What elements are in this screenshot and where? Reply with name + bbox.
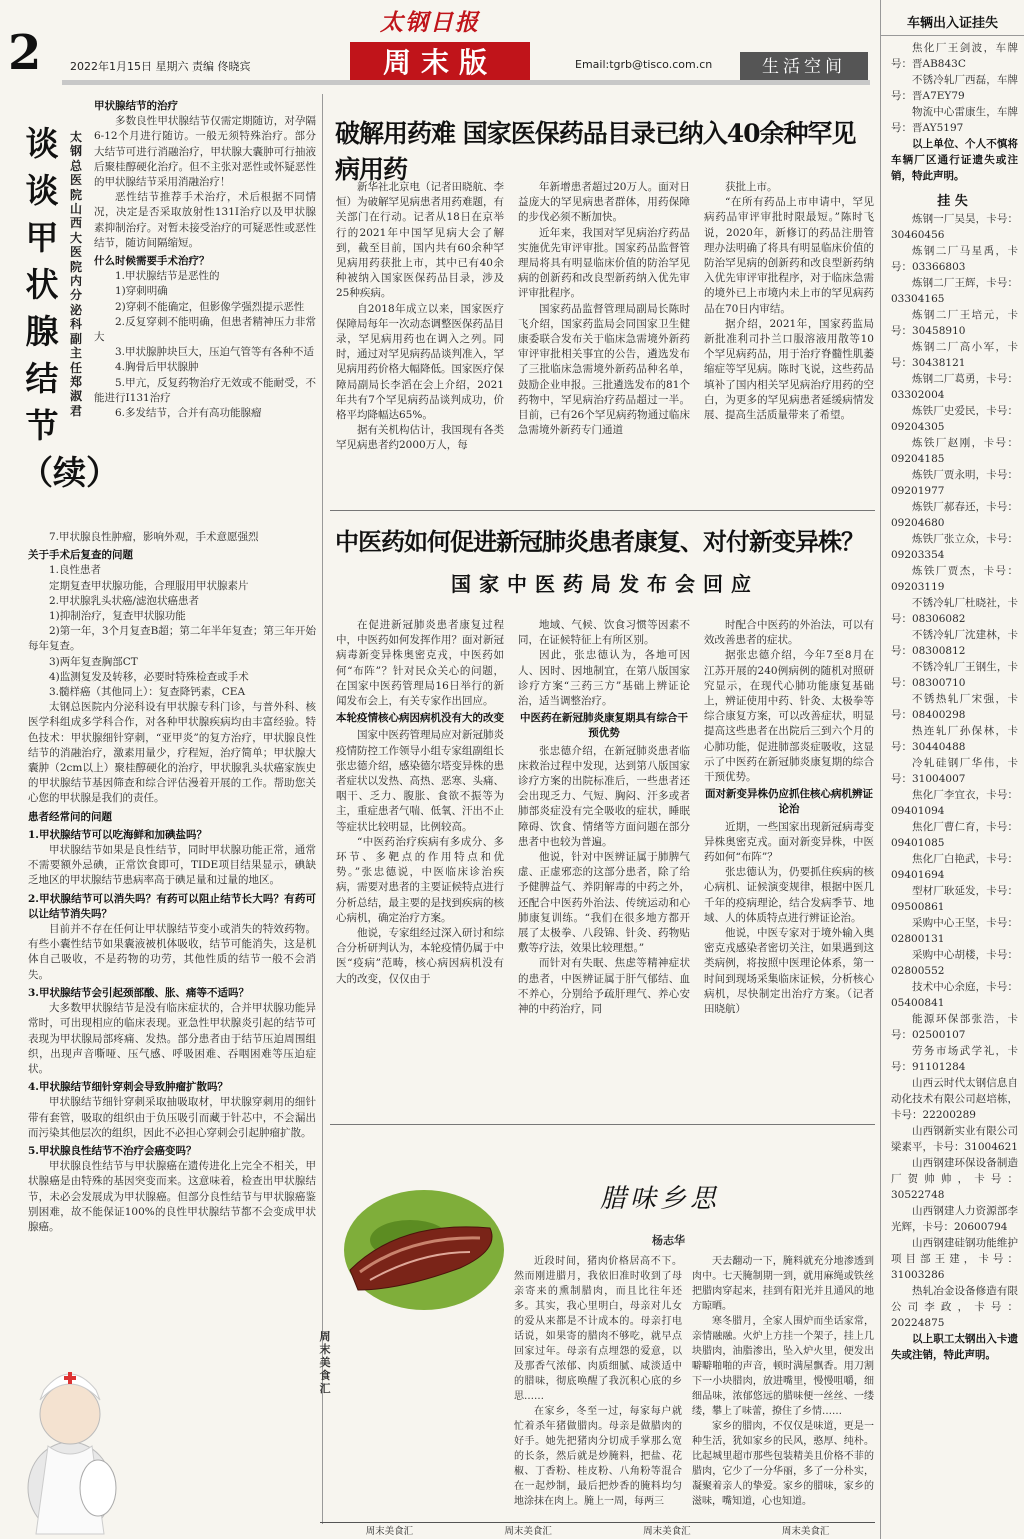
paragraph: 3)两年复查胸部CT xyxy=(49,655,138,668)
subheading: 2.甲状腺结节可以消失吗？有药可以阻止结节长大吗？有药可以让结节消失吗？ xyxy=(28,892,316,920)
card-notice-title: 挂 失 xyxy=(937,194,968,209)
paragraph: 年新增患者超过20万人。面对日益庞大的罕见病患者群体，用药保障的步伐必须不断加快。 xyxy=(518,181,690,224)
article1-col3 xyxy=(704,180,874,423)
cured-meat-image xyxy=(340,1140,508,1322)
notice-item: 炼铁厂贾永明，卡号：09201977 xyxy=(891,469,1018,497)
page-footer xyxy=(320,1522,875,1536)
notice-column xyxy=(880,0,1024,1539)
paragraph: 目前并不存在任何让甲状腺结节变小或消失的特效药物。有些小囊性结节如果囊液被机体吸收，结节可能消失，这是机体自己吸收，不是药物的功劳，其他性质的结节一般不会消失。 xyxy=(28,923,316,981)
notice-item: 焦化厂白艳武，卡号：09401694 xyxy=(891,853,1018,881)
notice-item: 物流中心雷康生，车牌号：晋AY5197 xyxy=(891,106,1018,134)
paragraph: 多数良性甲状腺结节仅需定期随访，对孕隔6-12个月进行随访。一般无须特殊治疗。部分大结节可进行消融治疗，甲状腺大囊肿可行抽液后聚桂醇硬化治疗。但不主张对恶性或怀疑恶性的甲状腺结节采用消融治疗！ xyxy=(94,115,316,189)
subheading: 中医药在新冠肺炎康复期具有综合干预优势 xyxy=(520,712,688,740)
essay-col1 xyxy=(514,1254,682,1509)
paragraph: 2)第一年，3个月复查B超；第二年半年复查；第三年开始每年复查。 xyxy=(28,625,316,653)
left-article-part1 xyxy=(94,96,316,421)
header-rule xyxy=(62,80,870,85)
notice-item: 炼钢二厂葛勇，卡号：03302004 xyxy=(891,373,1018,401)
article2-headline: 中医药如何促进新冠肺炎患者康复、对付新变异株？ xyxy=(335,527,864,556)
paragraph: 4.胸骨后甲状腺肿 xyxy=(115,361,199,374)
newspaper-logo-text: 太钢日报 xyxy=(380,9,480,36)
article2-subhead: 国家中医药局发布会回应 xyxy=(451,572,759,596)
paragraph: 天去翻动一下，腌料就充分地渗透到肉中。七天腌制期一到，就用麻绳或铁丝把腊肉穿起来，挂到有阳光并且通风的地方晾晒。 xyxy=(692,1256,874,1312)
paragraph: 3.髓样癌（其他同上）：复查降钙素，CEA xyxy=(49,686,246,699)
subheading: 本轮疫情核心病因病机没有大的改变 xyxy=(336,712,504,725)
notice-item: 技术中心余庭，卡号：05400841 xyxy=(891,981,1018,1009)
paragraph: 7.甲状腺良性肿瘤，影响外观，手术意愿强烈 xyxy=(49,531,259,543)
notice-item: 不锈冷轧厂王钢生，卡号：08300710 xyxy=(891,661,1018,689)
paragraph: 家乡的腊肉，不仅仅是味道，更是一种生活，犹如家乡的民风，憨厚、纯朴。比起城里超市那些包装精美且价格不菲的腊肉，它少了一分华丽，多了一分朴实，凝聚着亲人的挚爱。家乡的腊味，家乡的滋味，嘴知道，心也知道。 xyxy=(692,1421,874,1507)
page-number: 2 xyxy=(8,25,42,81)
paragraph: 近段时间，猪肉价格居高不下。然而刚进腊月，我依旧准时收到了母亲寄来的熏制腊肉，而且比往年还多。其实，我心里明白，母亲对儿女的爱从来都是不计成本的。母亲打电话说，如果寄的腊肉不够吃，就早点回家过年。母亲有点埋怨的爱意，以及那香气浓郁、肉质细腻、咸淡适中的腊味，彻底唤醒了我沉积心底的乡思…… xyxy=(514,1256,682,1402)
notice-item: 炼钢二厂王辉，卡号：03304165 xyxy=(891,277,1018,305)
subheading: 什么时候需要手术治疗？ xyxy=(94,255,210,268)
subheading: 甲状腺结节的治疗 xyxy=(94,100,178,112)
footer-item: 周末美食汇 xyxy=(781,1526,830,1537)
card-notice-list xyxy=(881,211,1024,1331)
paragraph: 甲状腺良性结节与甲状腺癌在遗传进化上完全不相关，甲状腺癌是由特殊的基因突变而来。这意味着，检查出甲状腺结节，未必会发展成为甲状腺癌。但部分良性结节与甲状腺癌鉴别困难，故不能保证100%的良性甲状腺结节都不会变成甲状腺癌。 xyxy=(28,1160,316,1233)
paragraph: 新华社北京电（记者田晓航、李恒）为破解罕见病患者用药难题，有关部门在行动。记者从18日在京举行的2021年中国罕见病大会了解到，截至目前，国内共有60余种罕见病用药获批上市，其中已有40余种被纳入国家医保药品目录，涉及25种疾病。 xyxy=(336,181,504,300)
notice-item: 炼铁厂贾杰，卡号：09203119 xyxy=(891,565,1018,593)
paragraph: 自2018年成立以来，国家医疗保障局每年一次动态调整医保药品目录，罕见病用药也在调入之列。同时，通过对罕见病药品谈判准入，罕见病用药价格大幅降低。国家医疗保障局副局长李滔在会上介绍，2021年共有7个罕见病药品谈判成功，价格平均降幅达65%。 xyxy=(336,302,504,422)
article2-col3 xyxy=(704,618,874,1017)
paragraph: 恶性结节推荐手术治疗，术后根据不同情况，决定是否采取放射性131I治疗以及甲状腺素抑制治疗。对暂未接受治疗的可疑恶性或恶性结节，随访间隔缩短。 xyxy=(94,191,316,249)
essay-title: 腊味乡思 xyxy=(600,1184,721,1214)
essay-side-label: 周末美食汇 xyxy=(319,1330,331,1395)
notice-item: 炼钢二厂高小军，卡号：30438121 xyxy=(891,341,1018,369)
essay-author: 杨志华 xyxy=(652,1234,685,1247)
notice-item: 山西云时代太钢信息自动化技术有限公司赵培栋，卡号：22200289 xyxy=(891,1077,1018,1121)
paragraph: 1.甲状腺结节是恶性的 xyxy=(115,270,220,283)
paragraph: 大多数甲状腺结节是没有临床症状的，合并甲状腺功能异常时，可出现相应的临床表现。亚急性甲状腺炎引起的结节可表现为甲状腺局部疼痛、发热。部分患者由于结节压迫周围组织，出现声音嘶哑、压气感、呼吸困难、吞咽困难等压迫症状。 xyxy=(28,1002,316,1075)
paragraph: 国家药品监督管理局副局长陈时飞介绍，国家药监局会同国家卫生健康委联合发布关于临床急需境外新药审评审批相关事宜的公告，遴选发布了三批临床急需境外新药品种名单，鼓励企业申报。三批遴选发布的81个药物中，罕见病治疗药品超过一半。目前，已有26个罕见病药物通过临床急需境外新药专门通道 xyxy=(518,302,690,437)
article2-col1 xyxy=(336,618,504,987)
paragraph: 甲状腺结节细针穿刺采取抽吸取材，甲状腺穿刺用的细针带有套管，吸取的组织由于负压吸引而藏于针芯中，不会漏出而污染其他层次的组织，因此不必担心穿刺会引起肿瘤扩散。 xyxy=(28,1096,316,1139)
paragraph: 他说，专家组经过深入研讨和综合分析研判认为，本轮疫情仍属于中医“疫病”范畴，核心病因病机没有大的改变，仅仅由于 xyxy=(336,927,504,985)
notice-item: 山西钢新实业有限公司梁素平，卡号：31004621 xyxy=(891,1125,1018,1153)
paragraph: 国家中医药管理局应对新冠肺炎疫情防控工作领导小组专家组副组长张忠德介绍，感染德尔塔变异株的患者症状以发热、高热、恶寒、头痛、咽干、乏力、腹胀、食欲不振等为主，重症患者气喘、低氧、汗出不止等症状比较明显，比例较高。 xyxy=(336,729,504,833)
article-separator xyxy=(330,1124,875,1125)
footer-item: 周末美食汇 xyxy=(365,1526,414,1537)
paragraph: 因此，张忠德认为，各地可因人、因时、因地制宜，在第八版国家诊疗方案“三药三方”基础上辨证论治，适当调整治疗。 xyxy=(518,649,690,708)
notice-item: 炼钢二厂马星禹，卡号：03366803 xyxy=(891,245,1018,273)
article1-col1 xyxy=(336,180,504,454)
article-separator xyxy=(330,510,875,511)
paragraph: “在所有药品上市申请中，罕见病药品审评审批时限最短。”陈时飞说，2020年，新修订的药品注册管理办法明确了将具有明显临床价值的防治罕见病的创新药和改良型新药纳入优先审评审批程序，对于临床急需的境外已上市境内未上市的罕见病药品在70日内审结。 xyxy=(704,196,874,315)
paragraph: 3.甲状腺肿块巨大，压迫气管等有各种不适 xyxy=(115,346,315,359)
paragraph: 他说，中医专家对于境外输入奥密克戎感染者密切关注，如果遇到这类病例，将按照中医理论体系，第一时间到现场采集临床证候，分析核心病机，尽快制定出治疗方案。（记者 田晓航） xyxy=(704,927,874,1016)
email-address: Email:tgrb@tisco.com.cn xyxy=(575,58,713,71)
paragraph: 6.多发结节，合并有高功能腺瘤 xyxy=(115,407,262,420)
paragraph: 在家乡，冬至一过，每家每户就忙着杀年猪做腊肉。母亲是做腊肉的好手。她先把猪肉分切成手掌那么宽的长条，然后就是炒腌料，把盐、花椒、丁香粉、桂皮粉、八角粉等混合在一起炒制，最后把炒香的腌料均匀地涂抹在肉上。腌上一周，每两三 xyxy=(514,1406,682,1507)
notice-item: 能源环保部张浩，卡号：02500107 xyxy=(891,1013,1018,1041)
paragraph: “中医药治疗疾病有多成分、多环节、多靶点的作用特点和优势。”张忠德说，中医临床诊治疾病，需要对患者的主要证候特点进行分析总结，最主要的是找到疾病的核心病机，确定治疗方案。 xyxy=(336,835,504,924)
paragraph: 1)穿刺明确 xyxy=(115,285,168,298)
paragraph: 寒冬腊月，全家人围炉而坐话家常，亲情融融。火炉上方挂一个架子，挂上几块腊肉，油脂渗出，坠入炉火里，便发出噼噼啪啪的声音，顿时满屋飘香。用刀割下一小块腊肉，放进嘴里，慢慢咀嚼，细细品味，浓郁悠远的腊味便一丝丝、一缕缕，攀上了味蕾，撩住了乡情…… xyxy=(692,1316,874,1417)
subheading: 关于手术后复查的问题 xyxy=(28,549,133,562)
vehicle-notice-statement: 以上单位、个人不慎将车辆厂区通行证遗失或注销，特此声明。 xyxy=(891,138,1018,182)
notice-item: 冷轧硅钢厂华伟，卡号：31004007 xyxy=(891,757,1018,785)
article1-col2 xyxy=(518,180,690,438)
left-article-part2 xyxy=(28,530,316,1235)
notice-item: 型材厂耿延发，卡号：09500861 xyxy=(891,885,1018,913)
paragraph: 定期复查甲状腺功能，合理服用甲状腺素片 xyxy=(49,579,249,592)
notice-item: 热连轧厂孙保林，卡号：30440488 xyxy=(891,725,1018,753)
paragraph: 获批上市。 xyxy=(725,181,778,193)
notice-item: 山西钢建硅钢功能维护项目部王建，卡号：31003286 xyxy=(891,1237,1018,1281)
notice-item: 不锈冷轧厂沈建林，卡号：08300812 xyxy=(891,629,1018,657)
paragraph: 他说，针对中医辨证属于肺脾气虚、正虚邪恋的这部分患者，除了给予健脾益气、养阴解毒的中药之外，还配合中医药外治法、传统运动和心肺康复训练。“我们在很多地方都开展了太极拳、八段锦、针灸、药物贴敷等疗法，效果比较理想。” xyxy=(518,851,690,955)
notice-item: 炼铁厂郝春还，卡号：09204680 xyxy=(891,501,1018,529)
paragraph: 4)监测复发及转移，必要时特殊检查或手术 xyxy=(49,670,249,683)
notice-item: 焦化厂曹仁育，卡号：09401085 xyxy=(891,821,1018,849)
left-article-author: 太钢总医院山西大医院内分泌科副主任 郑淑君 xyxy=(69,130,82,418)
footer-item: 周末美食汇 xyxy=(643,1526,691,1537)
paragraph: 张忠德介绍，在新冠肺炎患者临床救治过程中发现，达到第八版国家诊疗方案的出院标准后，一些患者还会出现乏力、气短、胸闷、汗多或者肺部炎症没有完全吸收的症状，睡眠障碍、饮食、情绪等方面问题在部分患者中也较为普遍。 xyxy=(518,744,690,848)
subheading: 5.甲状腺良性结节不治疗会癌变吗？ xyxy=(28,1144,197,1157)
notice-item: 山西钢建环保设备制造厂贺帅帅，卡号：30522748 xyxy=(891,1157,1018,1201)
subheading: 3.甲状腺结节会引起颈部酸、胀、痛等不适吗？ xyxy=(28,986,249,999)
vehicle-notice-title: 车辆出入证挂失 xyxy=(881,12,1024,36)
paragraph: 近年来，我国对罕见病治疗药品实施优先审评审批。国家药品监督管理局将具有明显临床价值的防治罕见病的创新药和改良型新药纳入优先审评审批程序。 xyxy=(518,226,690,300)
paragraph: 在促进新冠肺炎患者康复过程中，中医药如何发挥作用？面对新冠病毒新变异株奥密克戎，中医药如何“布阵”？针对民众关心的问题，在国家中医药管理局16日举行的新闻发布会上，有关专家作出回应。 xyxy=(336,619,504,708)
paragraph: 1)抑制治疗，复查甲状腺功能 xyxy=(49,610,186,623)
subheading: 面对新变异株仍应抓住核心病机辨证论治 xyxy=(705,788,873,816)
notice-item: 炼铁厂史爱民，卡号：09204305 xyxy=(891,405,1018,433)
paragraph: 近期，一些国家出现新冠病毒变异株奥密克戎。面对新变异株，中医药如何“布阵”？ xyxy=(704,820,874,864)
paragraph: 2.甲状腺乳头状癌/滤泡状癌患者 xyxy=(49,594,200,607)
paragraph: 据介绍，2021年，国家药监局新批准利司扑兰口服溶液用散等10个罕见病药品，用于治疗脊髓性肌萎缩症等罕见病。陈时飞说，这些药品填补了国内相关罕见病治疗用药的空白，为更多的罕见病患者延缓病情发展、提高生活质量带来了希望。 xyxy=(704,317,874,422)
paragraph: 地域、气候、饮食习惯等因素不同，在证候特征上有所区别。 xyxy=(518,619,690,647)
paragraph: 张忠德认为，仍要抓住疾病的核心病机、证候演变规律，根据中医几千年的疫病理论，结合发病季节、地域、人的体质特点进行辨证论治。 xyxy=(704,866,874,924)
left-article-title: 谈谈甲状腺结节（续） xyxy=(20,124,119,492)
card-notice-statement: 以上职工太钢出入卡遗失或注销，特此声明。 xyxy=(891,1333,1018,1361)
notice-item: 采购中心胡楼，卡号：02800552 xyxy=(891,949,1018,977)
notice-item: 炼钢一厂吴昊，卡号：30460456 xyxy=(891,213,1018,241)
paragraph: 太钢总医院内分泌科设有甲状腺专科门诊，与普外科、核医学科组成多学科合作，对各种甲状腺疾病均由丰富经验。特色技术：甲状腺细针穿刺，“亚甲炎”的复方治疗，甲状腺良性结节的消融治疗，激素用量少，疗程短，治疗简单；甲状腺大囊肿（2cm以上）聚桂醇硬化的治疗，甲状腺乳头状癌家族史的甲状腺结节基因筛查和综合评估漫着开展的工作。帮助您关心您的甲状腺是我们的责任。 xyxy=(28,701,316,805)
vehicle-notice-list xyxy=(881,40,1024,136)
subheading: 1.甲状腺结节可以吃海鲜和加碘盐吗？ xyxy=(28,828,207,841)
notice-item: 焦化厂王剑波，车牌号：晋AB843C xyxy=(891,42,1018,70)
paragraph: 2)穿刺不能确定，但影像学强烈提示恶性 xyxy=(115,300,305,313)
article1-headline: 破解用药难 国家医保药品目录已纳入40余种罕见病用药 xyxy=(335,119,856,184)
notice-item: 劳务市场武学礼，卡号：91101284 xyxy=(891,1045,1018,1073)
paragraph: 1.良性患者 xyxy=(49,564,102,577)
notice-item: 山西钢建人力资源部李光辉，卡号：20600794 xyxy=(891,1205,1018,1233)
essay-col2 xyxy=(692,1254,874,1509)
column-divider xyxy=(322,94,323,1524)
notice-item: 热轧冶金设备修造有限公司李政，卡号：20224875 xyxy=(891,1285,1018,1329)
footer-item: 周末美食汇 xyxy=(504,1526,552,1537)
subheading: 患者经常问的问题 xyxy=(28,810,112,823)
notice-item: 不锈冷轧厂杜晓社，卡号：08306082 xyxy=(891,597,1018,625)
paragraph: 据张忠德介绍，今年7至8月在江苏开展的240例病例的随机对照研究显示，在现代心肺功能康复基础上，辨证使用中药、针灸、太极拳等综合康复方案，可以改善症状，明显提高这些患者在出院后三到六个月的心肺功能，促进肺部炎症吸收，这显示了中医药在新冠肺炎康复期的综合干预优势。 xyxy=(704,649,874,784)
paragraph: 甲状腺结节如果是良性结节，同时甲状腺功能正常，通常不需要额外忌碘，正常饮食即可，TIDE项目结果显示，碘缺乏地区的甲状腺结节患病率高于碘足量和过量的地区。 xyxy=(28,844,316,887)
notice-item: 炼钢二厂王培元，卡号：30458910 xyxy=(891,309,1018,337)
paragraph: 5.甲亢，反复药物治疗无效或不能耐受，不能进行I131治疗 xyxy=(94,376,316,404)
paragraph: 2.反复穿刺不能明确，但患者精神压力非常大 xyxy=(94,315,316,344)
notice-item: 炼铁厂赵刚，卡号：09204185 xyxy=(891,437,1018,465)
section-label: 生活空间 xyxy=(740,52,868,82)
notice-item: 焦化厂李宜衣，卡号：09401094 xyxy=(891,789,1018,817)
paragraph: 而针对有失眠、焦虑等精神症状的患者，中医辨证属于肝气郁结、血不养心，分别给予疏肝理气、养心安神的中药治疗，同 xyxy=(518,957,690,1016)
issue-meta: 2022年1月15日 星期六 责编 佟晓宾 xyxy=(70,60,251,73)
notice-item: 不锈冷轧厂西磊，车牌号：晋A7EY79 xyxy=(891,74,1018,102)
paragraph: 据有关机构估计，我国现有各类罕见病患者约2000万人，每 xyxy=(336,424,504,452)
subheading: 4.甲状腺结节细针穿刺会导致肿瘤扩散吗？ xyxy=(28,1081,228,1094)
notice-item: 不锈热轧厂宋强，卡号：08400298 xyxy=(891,693,1018,721)
notice-item: 炼铁厂张立众，卡号：09203354 xyxy=(891,533,1018,561)
paragraph: 时配合中医药的外治法，可以有效改善患者的症状。 xyxy=(704,619,874,647)
notice-item: 采购中心王坚，卡号：02800131 xyxy=(891,917,1018,945)
article2-col2 xyxy=(518,618,690,1017)
nurse-illustration xyxy=(8,1338,128,1538)
edition-logo: 周末版 xyxy=(350,42,530,84)
